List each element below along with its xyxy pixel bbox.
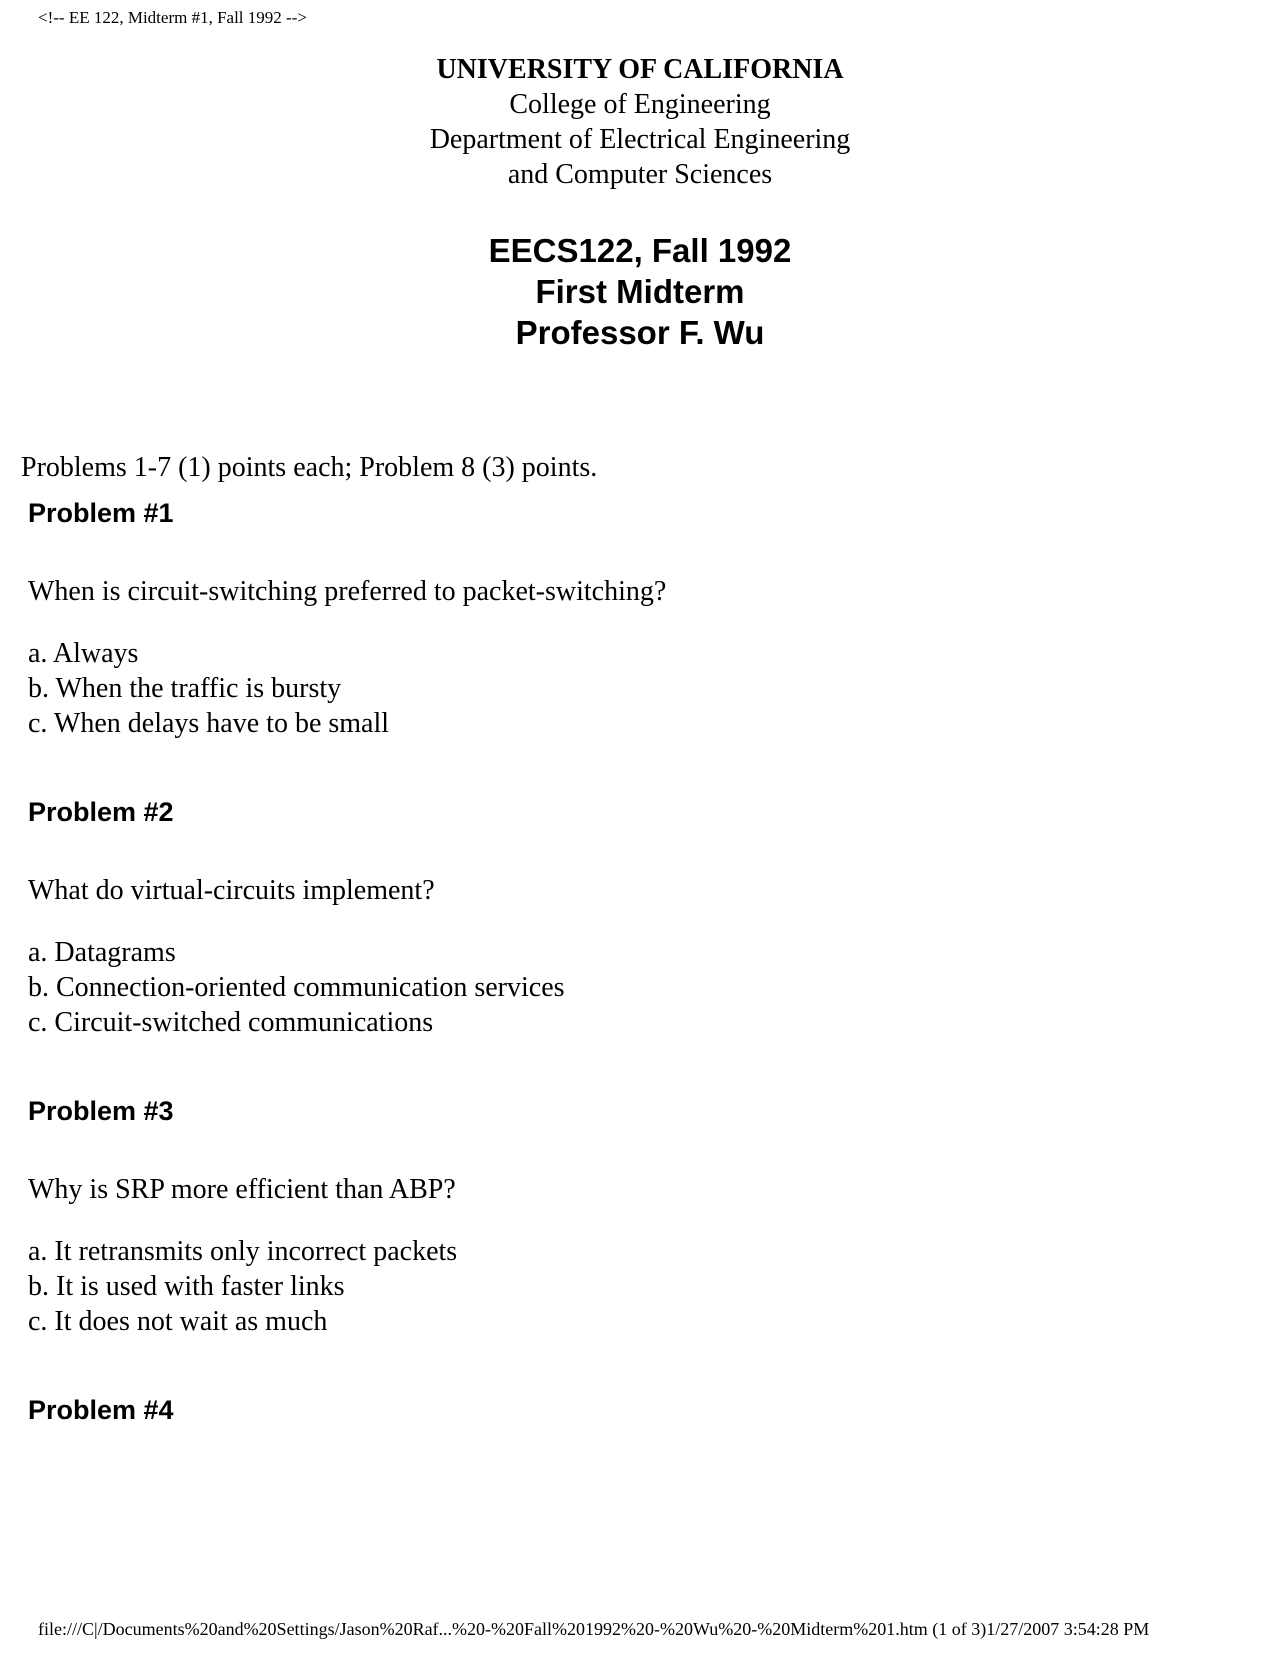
problem-3 — [28, 1095, 1228, 1339]
answer-choices — [28, 935, 1228, 1040]
problem-heading: Problem #2 — [28, 797, 174, 827]
course-title: EECS122, Fall 1992 — [488, 232, 792, 269]
points-note: Problems 1-7 (1) points each; Problem 8 (3) points. — [21, 452, 598, 483]
problem-heading: Problem #3 — [28, 1096, 174, 1126]
problem-1 — [28, 497, 1228, 741]
department-name-continued: and Computer Sciences — [507, 159, 773, 190]
choice-b: b. When the traffic is bursty — [28, 673, 342, 704]
answer-choices — [28, 636, 1228, 741]
problem-question: Why is SRP more efficient than ABP? — [28, 1174, 456, 1205]
problem-heading: Problem #1 — [28, 498, 174, 528]
college-name: College of Engineering — [509, 89, 771, 120]
problem-2 — [28, 796, 1228, 1040]
problem-question: What do virtual-circuits implement? — [28, 875, 435, 906]
problem-heading: Problem #4 — [28, 1395, 174, 1425]
choice-a: a. Always — [28, 638, 139, 669]
choice-a: a. It retransmits only incorrect packets — [28, 1236, 458, 1267]
professor-name: Professor F. Wu — [515, 314, 765, 351]
page-footer-url: file:///C|/Documents%20and%20Settings/Jason%20Raf...%20-%20Fall%201992%20-%20Wu%20-%20Midterm%201.htm (1 of 3)1/27/2007 3:54:28 PM — [38, 1619, 1150, 1639]
department-name: Department of Electrical Engineering — [429, 124, 851, 155]
choice-a: a. Datagrams — [28, 937, 176, 968]
university-header — [0, 52, 1280, 192]
html-comment-header: <!-- EE 122, Midterm #1, Fall 1992 --> — [38, 8, 307, 27]
choice-c: c. It does not wait as much — [28, 1306, 328, 1337]
university-title: UNIVERSITY OF CALIFORNIA — [436, 54, 844, 85]
problem-question: When is circuit-switching preferred to packet-switching? — [28, 576, 667, 607]
choice-b: b. Connection-oriented communication services — [28, 972, 565, 1003]
choice-c: c. Circuit-switched communications — [28, 1007, 434, 1038]
answer-choices — [28, 1234, 1228, 1339]
exam-title: First Midterm — [535, 273, 745, 310]
choice-b: b. It is used with faster links — [28, 1271, 345, 1302]
choice-c: c. When delays have to be small — [28, 708, 390, 739]
problem-4 — [28, 1394, 1228, 1426]
course-header — [0, 230, 1280, 353]
